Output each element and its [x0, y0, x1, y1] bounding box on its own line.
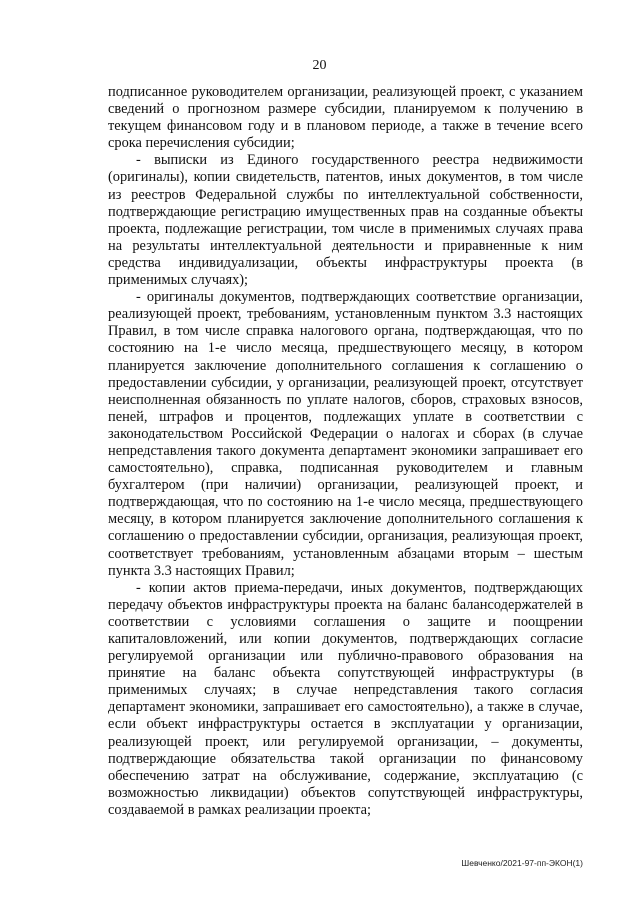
paragraph-acceptance-acts: - копии актов приема-передачи, иных документов, подтверждающих передачу объектов инфраструктуры проекта на баланс балансодержателей в соответствии с условиями соглашения о защите и поощрении капиталовложений, или копии документов, подтверждающих согласие регулируемой организации или публично-правового образования на принятие на баланс объекта сопутствующей инфраструктуры (в применимых случаях; в случае непредставления такого согласия департамент экономики, запрашивает его самостоятельно), а также в случае, если объект инфраструктуры остается в эксплуатации у организации, реализующей проект, или регулируемой организации, – документы, подтверждающие обязательства такой организации по финансовому обеспечению затрат на обслуживание, содержание, эксплуатацию (с возможностью ликвидации) объектов сопутствующей инфраструктуры, создаваемой в рамках реализации проекта; — [108, 579, 583, 818]
document-body — [108, 84, 583, 819]
paragraph-original-documents: - оригиналы документов, подтверждающих соответствие организации, реализующей проект, требованиям, установленным пунктом 3.3 настоящих Правил, в том числе справка налогового органа, подтверждающая, что по состоянию на 1-е число месяца, предшествующего месяцу, в котором планируется заключение дополнительного соглашения к соглашению о предоставлении субсидии, у организации, реализующей проект, отсутствует неисполненная обязанность по уплате налогов, сборов, страховых взносов, пеней, штрафов и процентов, подлежащих уплате в соответствии с законодательством Российской Федерации о налогах и сборах (в случае непредставления такого документа департамент экономики запрашивает его самостоятельно), справка, подписанная руководителем и главным бухгалтером (при наличии) организации, реализующей проект, и подтверждающая, что по состоянию на 1-е число месяца, предшествующего месяцу, в котором планируется заключение дополнительного соглашения к соглашению о предоставлении субсидии, организация, реализующая проект, соответствует требованиям, установленным абзацами вторым – шестым пункта 3.3 настоящих Правил; — [108, 289, 583, 579]
footer-document-code: Шевченко/2021-97-пп-ЭКОН(1) — [461, 858, 583, 868]
paragraph-continuation: подписанное руководителем организации, реализующей проект, с указанием сведений о прогнозном размере субсидии, планируемом к получению в текущем финансовом году и в плановом периоде, а также в течение всего срока перечисления субсидии; — [108, 84, 583, 152]
page-number: 20 — [312, 58, 327, 73]
paragraph-registry-extracts: - выписки из Единого государственного реестра недвижимости (оригиналы), копии свидетельств, патентов, иных документов, в том числе из реестров Федеральной службы по интеллектуальной собственности, подтверждающие регистрацию имущественных прав на созданные объекты проекта, подлежащие регистрации, том числе в применимых случаях права на результаты интеллектуальной деятельности и приравненные к ним средства индивидуализации, объекты инфраструктуры проекта (в применимых случаях); — [108, 152, 583, 289]
